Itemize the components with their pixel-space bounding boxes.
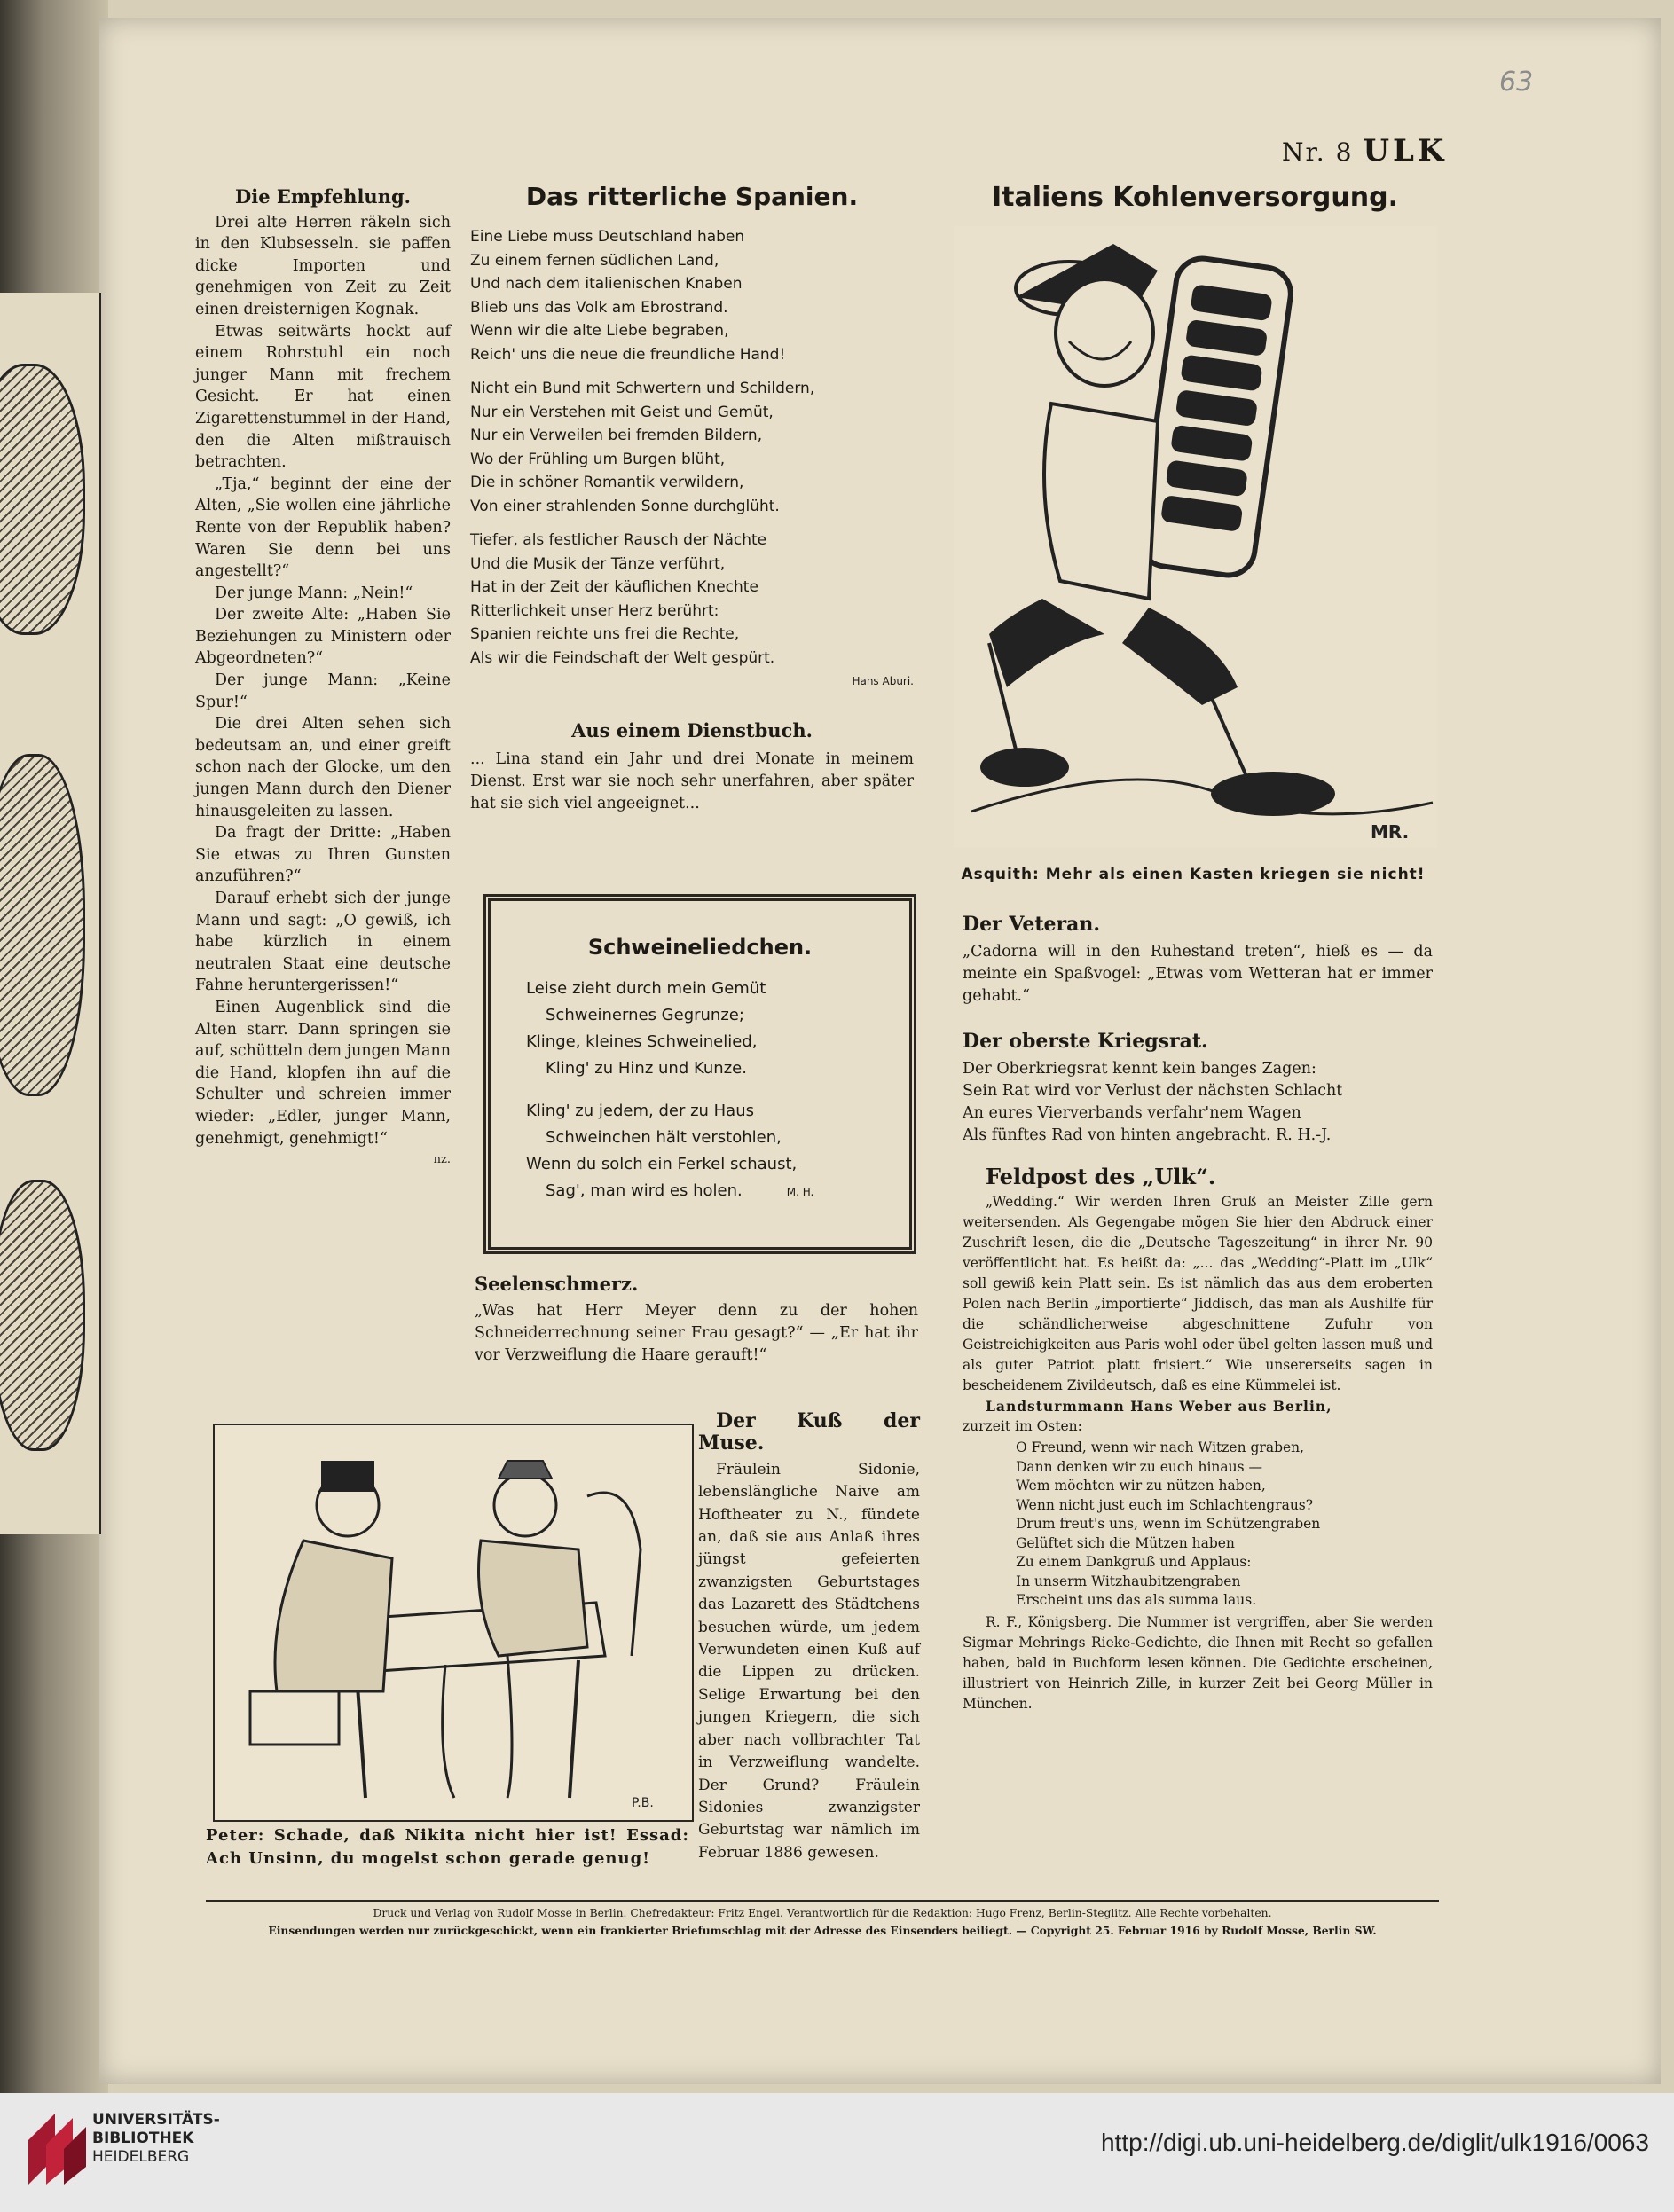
- library-name-line: UNIVERSITÄTS-: [92, 2111, 220, 2129]
- poem-line: Eine Liebe muss Deutschland haben: [470, 228, 745, 246]
- article-feldpost: [963, 1166, 1433, 1714]
- poem-line: Spanien reichte uns frei die Rechte,: [470, 625, 740, 643]
- poem-line: Und die Musik der Tänze verführt,: [470, 554, 726, 573]
- article-title: Der oberste Kriegsrat.: [963, 1030, 1208, 1053]
- illustration-signature: P.B.: [632, 1796, 654, 1810]
- imprint-line: Einsendungen werden nur zurückgeschickt, wenn ein frankierter Briefumschlag mit der Adresse des Einsenders beiliegt. — Copyright 25. Februar 1916 by Rudolf Mosse, Berlin SW.: [268, 1924, 1377, 1937]
- poem-line: Wenn wir die alte Liebe begraben,: [470, 322, 729, 340]
- cartoon-caption: Asquith: Mehr als einen Kasten kriegen sie nicht!: [961, 866, 1426, 883]
- article-title: Der Kuß der Muse.: [698, 1409, 920, 1455]
- article-text: „Was hat Herr Meyer denn zu der hohen Schneiderrechnung seiner Frau gesagt?“ — „Er hat ihr vor Verzweiflung die Haare gerauft!“: [475, 1302, 918, 1364]
- poem-line: Tiefer, als festlicher Rausch der Nächte: [470, 531, 767, 549]
- cactus-drawing: [0, 754, 85, 1096]
- divider: [206, 1900, 1439, 1902]
- page-number: 63: [1499, 67, 1534, 98]
- poem-line: Wem möchten wir zu nützen haben,: [1016, 1478, 1266, 1494]
- poem-line: Drum freut's uns, wenn im Schützengraben: [1016, 1516, 1321, 1532]
- poem-line: Als wir die Feindschaft der Welt gespürt.: [470, 648, 775, 667]
- paragraph: „Wedding.“ Wir werden Ihren Gruß an Meister Zille gern weitersenden. Als Gegengabe mögen Sie hier den Abdruck einer Zuschrift lesen, die die „Deutsche Tageszeitung“ in ihrer Nr. 90 veröffentlicht hat. Es heißt da: „... das „Wedding“-Platt im „Ulk“ soll gewiß kein Platt sein. Es ist nämlich das aus dem eroberten Polen nach Berlin „importierte“ Jiddisch, das man als Aushilfe für die schändlicherweise abgeschnittene Zufuhr von Geistreichigkeiten aus Paris wohl oder übel gelten lassen muß und als guter Patriot platt frisiert.“ Wie unsererseits sagen in bescheidenem Zivildeutsch, daß es eine Kümmelei ist.: [963, 1194, 1433, 1393]
- library-name-line: HEIDELBERG: [92, 2148, 190, 2166]
- library-logo-icon[interactable]: [20, 2105, 90, 2193]
- poem-line: Nur ein Verstehen mit Geist und Gemüt,: [470, 403, 774, 421]
- poem-title: Schweineliedchen.: [587, 935, 813, 960]
- poem-stanza: [470, 225, 914, 366]
- poem-stanza: [526, 976, 909, 1082]
- library-name[interactable]: [92, 2111, 220, 2167]
- paragraph-heading: Landsturmmann Hans Weber aus Berlin,: [986, 1398, 1332, 1415]
- paragraph: Darauf erhebt sich der junge Mann und sagt: „O gewiß, ich habe kürzlich in einem neutralen Staat eine deutsche Fahne heruntergerissen!“: [195, 890, 451, 995]
- poem-line: Zu einem fernen südlichen Land,: [470, 251, 719, 270]
- cartoon-drawing: [954, 226, 1437, 847]
- cactus-drawing: [0, 1180, 85, 1451]
- library-name-line: BIBLIOTHEK: [92, 2130, 194, 2147]
- poem-line: Nicht ein Bund mit Schwertern und Schildern,: [470, 380, 815, 397]
- paragraph: Die drei Alten sehen sich bedeutsam an, und einer greift schon nach der Glocke, um den jungen Mann durch den Diener hinausgeleiten zu lassen.: [195, 715, 451, 820]
- poem-author: R. H.-J.: [1276, 1126, 1332, 1144]
- poem-line: Zu einem Dankgruß und Applaus:: [1016, 1554, 1252, 1570]
- imprint-line: Druck und Verlag von Rudolf Mosse in Berlin. Chefredakteur: Fritz Engel. Verantwortlich für die Redaktion: Hugo Frenz, Berlin-Steglitz. Alle Rechte vorbehalten.: [373, 1907, 1272, 1919]
- paragraph: zurzeit im Osten:: [963, 1418, 1082, 1434]
- article-text: „Cadorna will in den Ruhestand treten“, hieß es — da meinte ein Spaßvogel: „Etwas vom Wetteran hat er immer gehabt.“: [963, 943, 1433, 1005]
- article-signature: nz.: [433, 1153, 451, 1167]
- issue-header: [1282, 133, 1447, 169]
- poem-stanza: [470, 377, 914, 518]
- poem-stanza: [526, 1098, 909, 1204]
- poem-line: Gelüftet sich die Mützen haben: [1016, 1534, 1235, 1551]
- poem-line: Klinge, kleines Schweinelied,: [526, 1032, 758, 1051]
- poem-line: Als fünftes Rad von hinten angebracht.: [963, 1126, 1271, 1144]
- article-title: Der Veteran.: [963, 913, 1101, 936]
- article-kriegsrat: [963, 1031, 1433, 1147]
- left-page-illustration: [0, 293, 101, 1534]
- article-title: Das ritterliche Spanien.: [525, 182, 859, 211]
- poem-line: Von einer strahlenden Sonne durchglüht.: [470, 497, 780, 515]
- article-title: Die Empfehlung.: [235, 185, 411, 208]
- poem-author: M. H.: [786, 1186, 814, 1198]
- poem-line: Reich' uns die neue die freundliche Hand!: [470, 345, 786, 364]
- illustration-drawing: [215, 1425, 692, 1820]
- paragraph: Etwas seitwärts hockt auf einem Rohrstuhl ein noch junger Mann mit frechem Gesicht. Er hat einen Zigarettenstummel in der Hand, den die Alten mißtrauisch betrachten.: [195, 322, 451, 472]
- paragraph: „Tja,“ beginnt der eine der Alten, „Sie wollen eine jährliche Rente von der Republik haben? Waren Sie denn bei uns angestellt?“: [195, 475, 451, 581]
- poem-line: Ritterlichkeit unser Herz berührt:: [470, 601, 719, 620]
- poem-line: Nur ein Verweilen bei fremden Bildern,: [470, 427, 763, 444]
- article-spanien: [470, 182, 914, 815]
- poem-line: Sag', man wird es holen.: [546, 1181, 743, 1200]
- paragraph: Da fragt der Dritte: „Haben Sie etwas zu Ihren Gunsten anzuführen?“: [195, 824, 451, 886]
- article-empfehlung: [195, 186, 451, 1172]
- poem-line: Kling' zu jedem, der zu Haus: [526, 1102, 754, 1120]
- right-column-articles: [963, 914, 1433, 1714]
- paragraph: Der junge Mann: „Nein!“: [215, 584, 413, 602]
- article-title: Feldpost des „Ulk“.: [986, 1164, 1216, 1189]
- poem-stanza: [470, 529, 914, 670]
- cactus-drawing: [0, 364, 85, 635]
- poem: [1016, 1439, 1433, 1611]
- issue-number: Nr. 8: [1282, 137, 1354, 167]
- imprint: [206, 1905, 1439, 1939]
- poem-line: Leise zieht durch mein Gemüt: [526, 979, 766, 998]
- cartoon-asquith: [954, 226, 1437, 847]
- poem-line: Kling' zu Hinz und Kunze.: [546, 1059, 747, 1078]
- paragraph: R. F., Königsberg. Die Nummer ist vergriffen, aber Sie werden Sigmar Mehrings Rieke-Gedichte, die Ihnen mit Recht so gefallen haben, bald in Buchform lesen können. Die Gedichte erscheinen, illustriert von Heinrich Zille, in kurzer Zeit bei Georg Müller in München.: [963, 1613, 1433, 1712]
- poem-line: Schweinernes Gegrunze;: [546, 1006, 744, 1024]
- magazine-name: ULK: [1363, 133, 1448, 169]
- article-title: Seelenschmerz.: [475, 1273, 639, 1295]
- poem-line: Und nach dem italienischen Knaben: [470, 275, 743, 293]
- poem-line: Dann denken wir zu euch hinaus —: [1016, 1458, 1263, 1475]
- schweineliedchen-box: [483, 894, 916, 1254]
- paragraph: Der junge Mann: „Keine Spur!“: [195, 671, 451, 711]
- article-veteran: [963, 914, 1433, 1008]
- paragraph: Einen Augenblick sind die Alten starr. Dann springen sie auf, schütteln dem jungen Mann die Hand, klopfen ihn auf die Schulter und schreien immer wieder: „Edler, junger Mann, genehmigt, genehmigt!“: [195, 998, 451, 1148]
- poem-line: In unserm Witzhaubitzengraben: [1016, 1573, 1241, 1589]
- illustration-peter-essad: [213, 1424, 694, 1822]
- poem-line: Die in schöner Romantik verwildern,: [470, 474, 744, 491]
- illustration-caption: Peter: Schade, daß Nikita nicht hier ist! Essad: Ach Unsinn, du mogelst schon gerade genug!: [206, 1826, 689, 1868]
- article-kuss-der-muse: [698, 1410, 920, 1864]
- article-title: Italiens Kohlenversorgung.: [991, 182, 1398, 213]
- poem-line: Wenn du solch ein Ferkel schaust,: [526, 1155, 798, 1173]
- poem-line: O Freund, wenn wir nach Witzen graben,: [1016, 1439, 1305, 1455]
- poem-line: Der Oberkriegsrat kennt kein banges Zagen:: [963, 1060, 1316, 1078]
- article-title: Aus einem Dienstbuch.: [571, 719, 813, 741]
- cartoon-signature: MR.: [1371, 821, 1410, 843]
- paragraph: Der zweite Alte: „Haben Sie Beziehungen zu Ministern oder Abgeordneten?“: [195, 606, 451, 668]
- poem-line: Wenn nicht just euch im Schlachtengraus?: [1016, 1496, 1314, 1513]
- poem-line: Schweinchen hält verstohlen,: [546, 1128, 782, 1147]
- poem-line: An eures Vierverbands verfahr'nem Wagen: [963, 1104, 1301, 1122]
- article-seelenschmerz: [475, 1273, 918, 1367]
- permalink-url[interactable]: http://digi.ub.uni-heidelberg.de/diglit/ulk1916/0063: [1100, 2129, 1649, 2156]
- poem-line: Sein Rat wird vor Verlust der nächsten Schlacht: [963, 1082, 1343, 1100]
- poem-author: Hans Aburi.: [852, 675, 914, 687]
- poem-line: Erscheint uns das als summa laus.: [1016, 1592, 1257, 1608]
- article-text: Fräulein Sidonie, lebenslängliche Naive am Hoftheater zu N., fündete an, daß sie aus Anlaß ihres jüngst gefeierten zwanzigsten Geburtstages das Lazarett des Städtchens besuchen würde, um jedem Verwundeten einen Kuß auf die Lippen zu drücken. Selige Erwartung bei den jungen Kriegern, die sich aber nach vollbrachter Tat in Verzweiflung wandelte. Der Grund? Fräulein Sidonies zwanzigster Geburtstag war nämlich im Februar 1886 gewesen.: [698, 1460, 920, 1862]
- article-text: ... Lina stand ein Jahr und drei Monate in meinem Dienst. Erst war sie noch sehr unerfahren, aber später hat sie sich viel angeeignet...: [470, 750, 914, 812]
- poem-line: Hat in der Zeit der käuflichen Knechte: [470, 578, 758, 596]
- article-italien: [951, 182, 1439, 213]
- paragraph: Drei alte Herren räkeln sich in den Klubsesseln. sie paffen dicke Importen und genehmigen von Zeit zu Zeit einen dreisternigen Kognak.: [195, 213, 451, 318]
- poem-line: Wo der Frühling um Burgen blüht,: [470, 450, 726, 468]
- poem-line: Blieb uns das Volk am Ebrostrand.: [470, 298, 728, 317]
